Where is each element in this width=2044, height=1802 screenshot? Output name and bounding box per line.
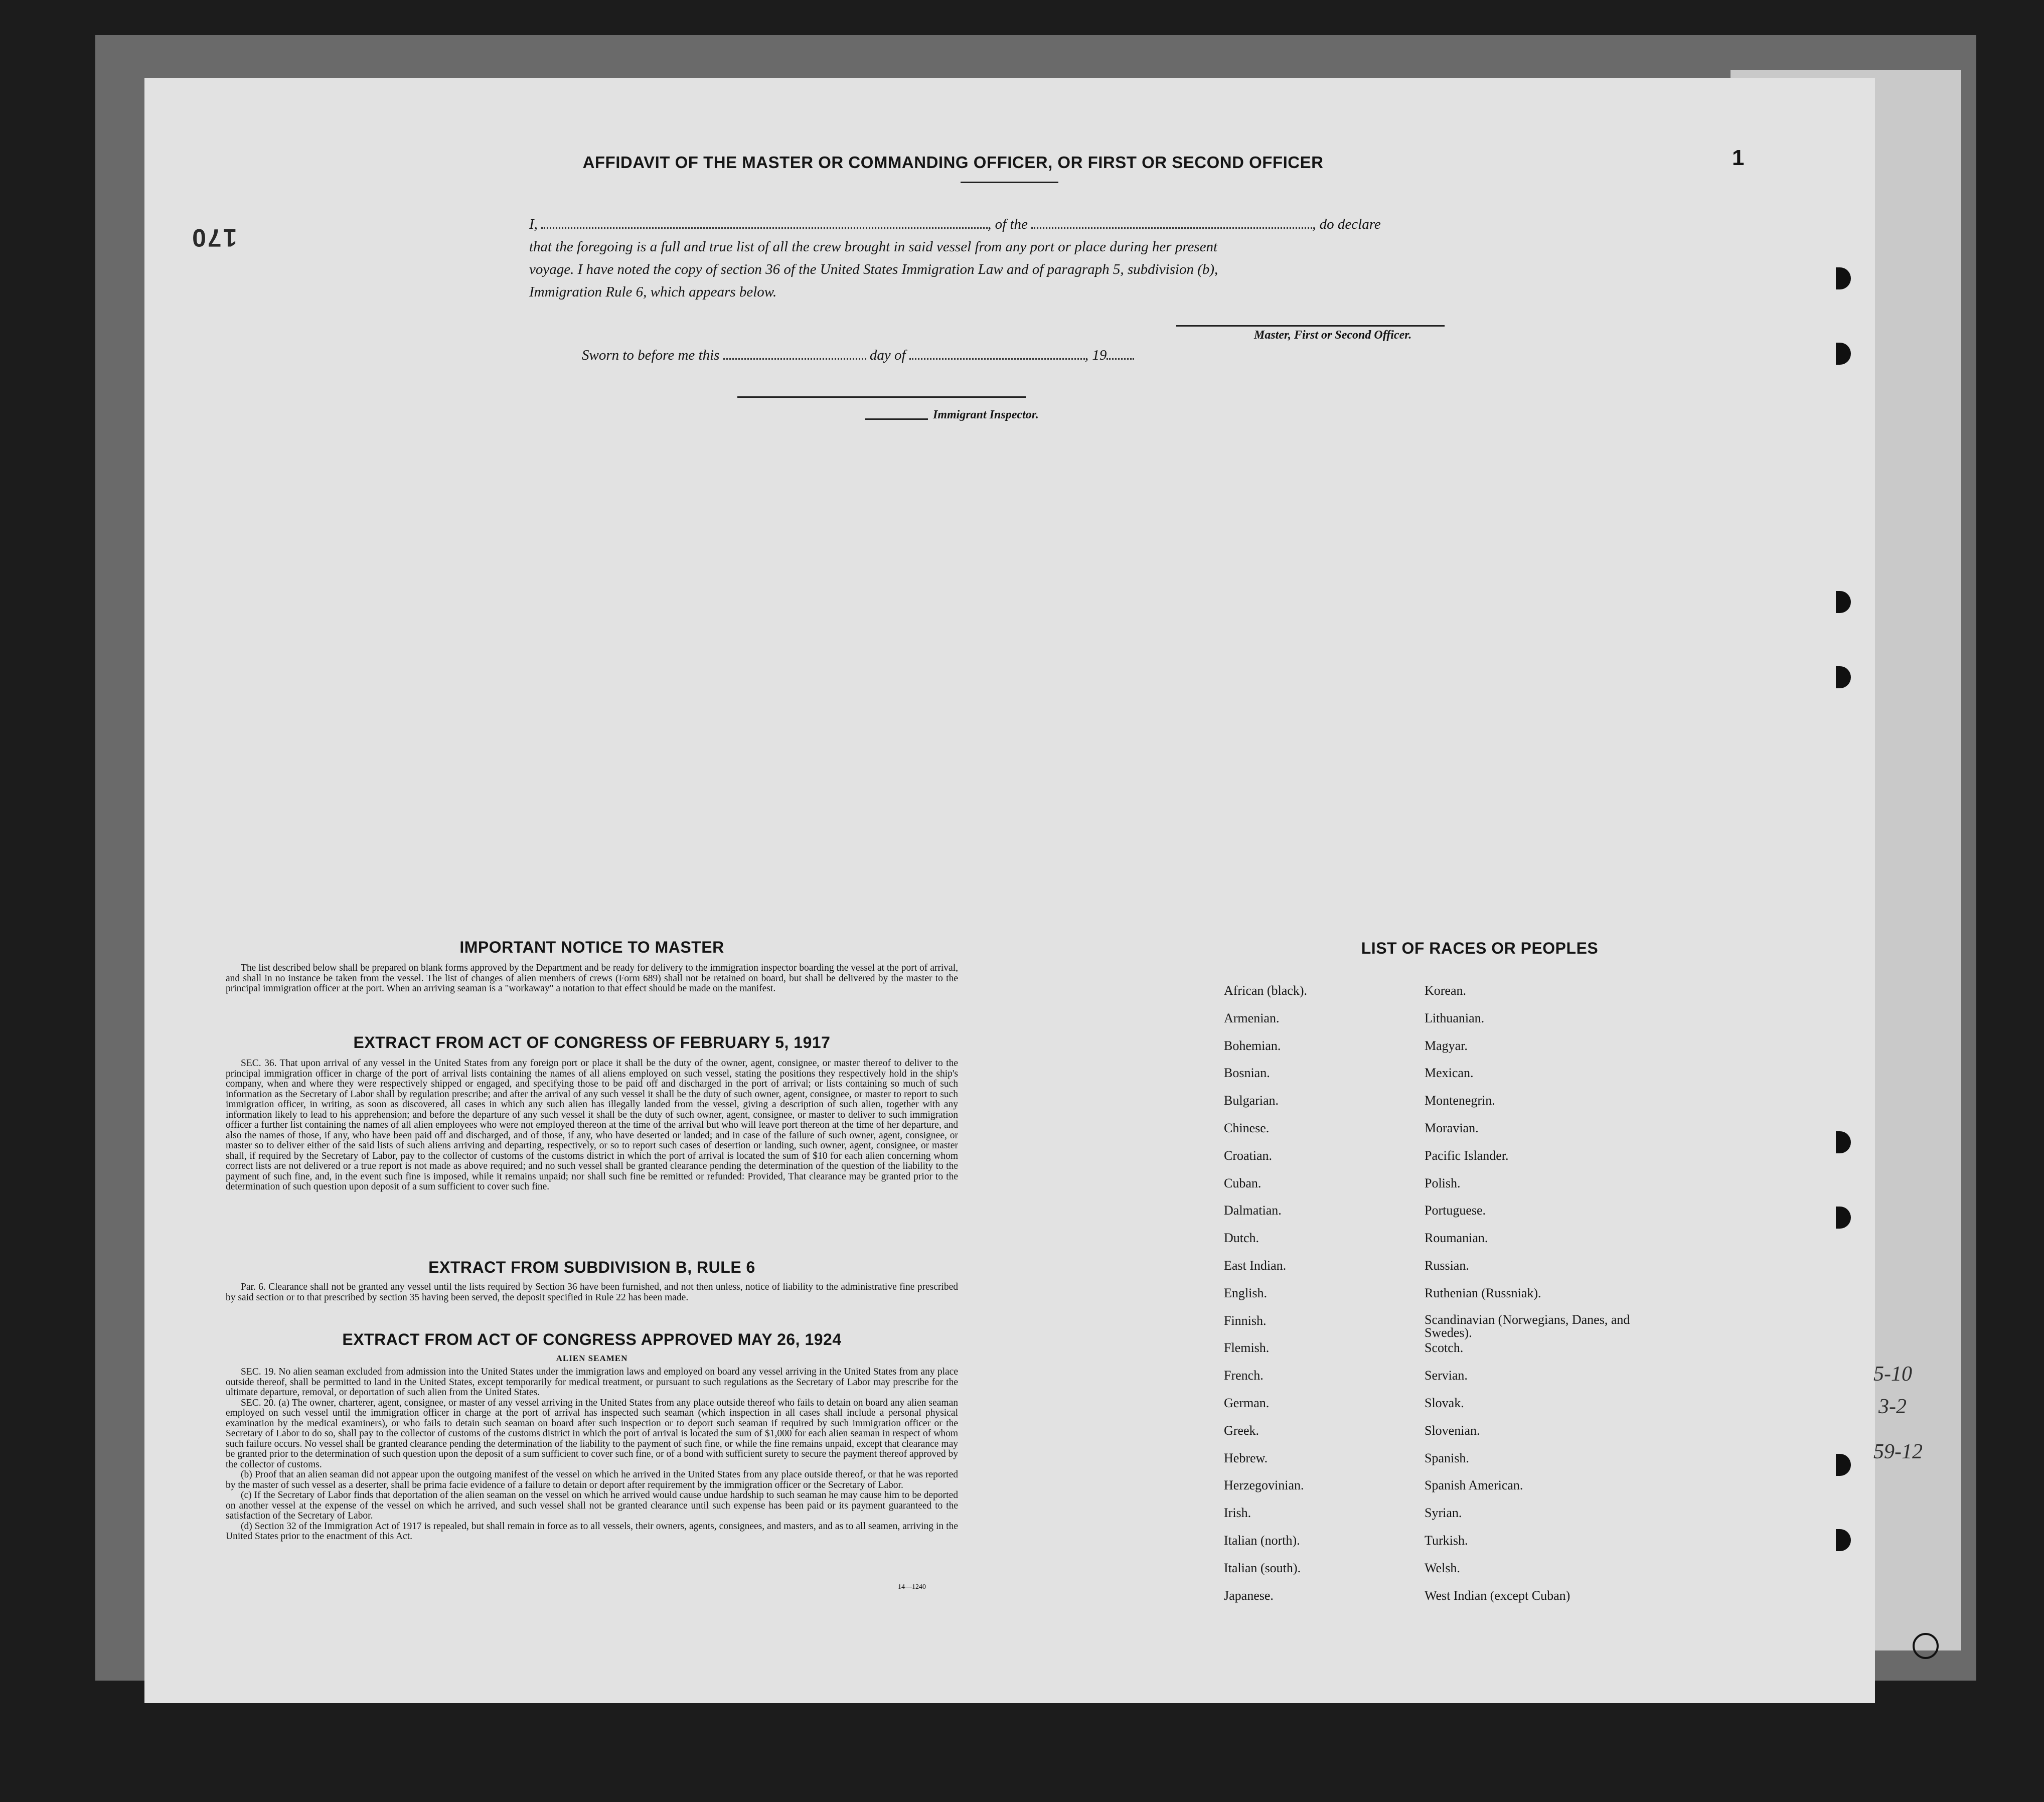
inspector-signature-line[interactable] <box>737 396 1026 398</box>
race-item: Dalmatian. <box>1224 1203 1282 1218</box>
race-item: Syrian. <box>1425 1506 1462 1521</box>
race-item: Scandinavian (Norwegians, Danes, and Swedes). <box>1425 1312 1630 1340</box>
affidavit-declare: , do declare <box>1312 216 1381 232</box>
race-item: Hebrew. <box>1224 1450 1268 1465</box>
race-item: West Indian (except Cuban) <box>1425 1588 1570 1603</box>
margin-note: 3-2 <box>1878 1395 1907 1418</box>
affidavit-text <box>529 213 1492 304</box>
stamp-number: 170 <box>191 224 237 252</box>
race-item: Greek. <box>1224 1423 1260 1438</box>
race-item: Irish. <box>1224 1506 1251 1521</box>
sworn-day-field[interactable] <box>723 348 866 360</box>
race-item: Pacific Islander. <box>1425 1148 1509 1163</box>
inspector-label: Immigrant Inspector. <box>933 408 1039 421</box>
race-item: African (black). <box>1224 983 1308 998</box>
section-20a-text: SEC. 20. (a) The owner, charterer, agent, consignee, or master of any vessel arriving in the United States from any place outside thereof who fails to detain on board any alien seaman employed on such vessel until the immigration officer in charge at the port of arrival has inspected such seaman (which inspection in all cases shall include a personal physical examination by the medical examiners), or who fails to detain such seaman on board after such inspection or to deport such seaman if required by such immigration officer or the Secretary of Labor to do so, shall pay to the collector of customs of the customs district in which the port of arrival is located the sum of $1,000 for each alien seaman in respect of whom such failure occurs. No vessel shall be granted clearance pending the determination of the liability to the payment of such fine, or while the fine remains unpaid, except that clearance may be granted prior to the determination of such question upon the deposit of a sum sufficient to cover such fine, or of a bond with sufficient surety to secure the payment thereof approved by the collector of customs. <box>226 1397 958 1470</box>
form-code: 14—1240 <box>898 1583 926 1591</box>
margin-note: 5-10 <box>1873 1363 1912 1386</box>
race-item: German. <box>1224 1395 1270 1410</box>
notice-title: IMPORTANT NOTICE TO MASTER <box>459 938 724 956</box>
race-item: Welsh. <box>1425 1560 1460 1575</box>
affidavit-line-3: voyage. I have noted the copy of section 36 of the United States Immigration Law and of paragraph 5, subdivision (b), <box>529 261 1218 277</box>
extract-rule6-title: EXTRACT FROM SUBDIVISION B, RULE 6 <box>428 1258 755 1276</box>
race-item: Flemish. <box>1224 1340 1270 1356</box>
race-item: Bohemian. <box>1224 1038 1281 1053</box>
race-item: Cuban. <box>1224 1175 1262 1190</box>
sworn-year: , 19 <box>1084 347 1107 363</box>
affidavit-line-4: Immigration Rule 6, which appears below. <box>529 284 777 300</box>
officer-signature-label: Master, First or Second Officer. <box>1254 329 1412 342</box>
race-item: Slovenian. <box>1425 1423 1480 1438</box>
sworn-month-field[interactable] <box>909 348 1085 360</box>
ring-mark-icon <box>1913 1633 1939 1659</box>
section-19-text: SEC. 19. No alien seaman excluded from admission into the United States under the immigration laws and employed on board any vessel arriving in the United States from any place outside thereof, shall be permitted to land in the United States, except temporarily for medical treatment, or pursuant to such regulations as the Secretary of Labor may prescribe for the ultimate departure, removal, or deportation of such alien from the United States. <box>226 1367 958 1398</box>
officer-signature-line[interactable] <box>1176 325 1445 327</box>
race-item: Bosnian. <box>1224 1066 1270 1081</box>
sworn-year-field[interactable] <box>1107 348 1134 360</box>
race-item: Armenian. <box>1224 1010 1280 1025</box>
race-item: Finnish. <box>1224 1313 1267 1328</box>
extract-1917-body <box>226 1059 958 1192</box>
extract-1917-title: EXTRACT FROM ACT OF CONGRESS OF FEBRUARY 5, 1917 <box>353 1033 831 1052</box>
races-right-column <box>1425 983 1640 1615</box>
race-item: Japanese. <box>1224 1588 1274 1603</box>
race-item: Servian. <box>1425 1368 1468 1383</box>
notice-paragraph: The list described below shall be prepared on blank forms approved by the Department and be ready for delivery to the immigration inspector boarding the vessel at the port of arrival, and shall in no instance be taken from the vessel. The list of changes of alien members of crews (Form 689) shall not be retained on board, but shall be delivered by the master to the principal immigration officer at the port. When an arriving seaman is a "workaway" a notation to that effect should be made on the manifest. <box>226 963 958 994</box>
sworn-statement <box>582 347 1134 364</box>
vessel-field[interactable] <box>1031 217 1312 229</box>
section-36-text: SEC. 36. That upon arrival of any vessel in the United States from any foreign port or place it shall be the duty of the owner, agent, consignee, or master thereof to deliver to the principal immigration officer in charge of the port of arrival lists containing the names of all aliens employed on such vessel, stating the positions they respectively hold in the ship's company, when and where they were respectively shipped or engaged, and specifying those to be paid off and discharged in the port of arrival; or lists containing so much of such information as the Secretary of Labor shall by regulation prescribe; and after the arrival of any such vessel it shall be the duty of such owner, agent, consignee, or master to report to such immigration officer, in writing, as soon as discovered, all cases in which any such alien has illegally landed from the vessel, giving a description of such alien, together with any information likely to lead to his apprehension; and before the departure of any such vessel it shall be the duty of such owner, agent, consignee, or master to deliver to such immigration officer a further list containing the names of all alien employees who were not employed thereon at the time of the arrival but who will leave port thereon at the time of her departure, and also the names of those, if any, who have been paid off and discharged, and of those, if any, who have deserted or landed; and in case of the failure of such owner, agent, consignee, or master so to deliver either of the said lists of such aliens arriving and departing, respectively, or so to report such cases of desertion or landing, such owner, agent, consignee, or master shall, if required by the Secretary of Labor, pay to the collector of customs of the customs district in which the port of arrival is located the sum of $10 for each alien concerning whom correct lists are not delivered or a true report is not made as above required; and no such vessel shall be granted clearance pending the determination of the question of the liability to the payment of such fine, and, in the event such fine is imposed, while it remains unpaid; nor shall such fine be remitted or refunded: Provided, That clearance may be granted prior to the determination of such question upon deposit of a sum sufficient to cover such fine. <box>226 1058 958 1192</box>
extract-1924-body <box>226 1367 958 1542</box>
race-item: French. <box>1224 1368 1264 1383</box>
race-item: Scotch. <box>1425 1340 1464 1356</box>
extract-rule6-body <box>226 1282 958 1303</box>
inspector-dash <box>865 418 928 420</box>
races-title: LIST OF RACES OR PEOPLES <box>1361 939 1599 957</box>
section-20c-text: (c) If the Secretary of Labor finds that deportation of the alien seaman on the vessel on which he arrived would cause undue hardship to such seaman he may cause him to be deported on another vessel at the expense of the vessel on which he arrived, and such vessel shall not be granted clearance until such expense has been paid or its payment guaranteed to the satisfaction of the Secretary of Labor. <box>226 1490 958 1521</box>
margin-note: 59-12 <box>1873 1440 1923 1463</box>
alien-seamen-subtitle: ALIEN SEAMEN <box>556 1354 628 1363</box>
race-item: Polish. <box>1425 1175 1461 1190</box>
race-item: Turkish. <box>1425 1533 1468 1548</box>
extract-1924-title: EXTRACT FROM ACT OF CONGRESS APPROVED MAY 26, 1924 <box>342 1330 842 1348</box>
race-item: Lithuanian. <box>1425 1010 1485 1025</box>
race-item: Slovak. <box>1425 1395 1464 1410</box>
race-item: Spanish. <box>1425 1450 1469 1465</box>
race-item: East Indian. <box>1224 1258 1287 1273</box>
affidavit-line-1 <box>529 213 1492 236</box>
race-item: Italian (north). <box>1224 1533 1300 1548</box>
race-item: Spanish American. <box>1425 1478 1523 1493</box>
affidavit-i: I, <box>529 216 538 232</box>
section-20d-text: (d) Section 32 of the Immigration Act of 1917 is repealed, but shall remain in force as to all vessels, their owners, agents, consignees, and masters, and as to all seamen, arriving in the United States prior to the enactment of this Act. <box>226 1521 958 1542</box>
race-item: Portuguese. <box>1425 1203 1486 1218</box>
notice-body <box>226 963 958 994</box>
affidavit-title: AFFIDAVIT OF THE MASTER OR COMMANDING OFFICER, OR FIRST OR SECOND OFFICER <box>582 153 1324 172</box>
race-item: Chinese. <box>1224 1120 1270 1135</box>
name-field[interactable] <box>541 217 988 229</box>
sworn-day-of: day of <box>869 347 906 363</box>
race-item: Italian (south). <box>1224 1560 1301 1575</box>
page-number: 1 <box>1732 145 1745 170</box>
affidavit-line-2: that the foregoing is a full and true list of all the crew brought in said vessel from any port or place during her present <box>529 239 1218 255</box>
race-item: Roumanian. <box>1425 1231 1488 1246</box>
sworn-prefix: Sworn to before me this <box>582 347 720 363</box>
title-divider <box>961 182 1058 183</box>
race-item: Ruthenian (Russniak). <box>1425 1285 1541 1300</box>
race-item: Korean. <box>1425 983 1467 998</box>
section-20b-text: (b) Proof that an alien seaman did not appear upon the outgoing manifest of the vessel on which he arrived in the United States from any place outside thereof, or that he was reported by the master of such vessel as a deserter, shall be prima facie evidence of a failure to detain or deport after requirement by the immigration officer or the Secretary of Labor. <box>226 1469 958 1490</box>
paragraph-6-text: Par. 6. Clearance shall not be granted any vessel until the lists required by Section 36 have been furnished, and not then unless, notice of liability to the administrative fine prescribed by said section or to that prescribed by section 35 having been served, the deposit specified in Rule 22 has been made. <box>226 1282 958 1303</box>
race-item: Herzegovinian. <box>1224 1478 1304 1493</box>
race-item: Magyar. <box>1425 1038 1468 1053</box>
races-left-column <box>1224 983 1414 1615</box>
race-item: English. <box>1224 1285 1267 1300</box>
race-item: Russian. <box>1425 1258 1469 1273</box>
race-item: Croatian. <box>1224 1148 1273 1163</box>
race-item: Dutch. <box>1224 1231 1260 1246</box>
race-item: Bulgarian. <box>1224 1093 1279 1108</box>
affidavit-of-the: , of the <box>988 216 1028 232</box>
race-item: Moravian. <box>1425 1120 1479 1135</box>
race-item: Montenegrin. <box>1425 1093 1495 1108</box>
race-item: Mexican. <box>1425 1066 1474 1081</box>
